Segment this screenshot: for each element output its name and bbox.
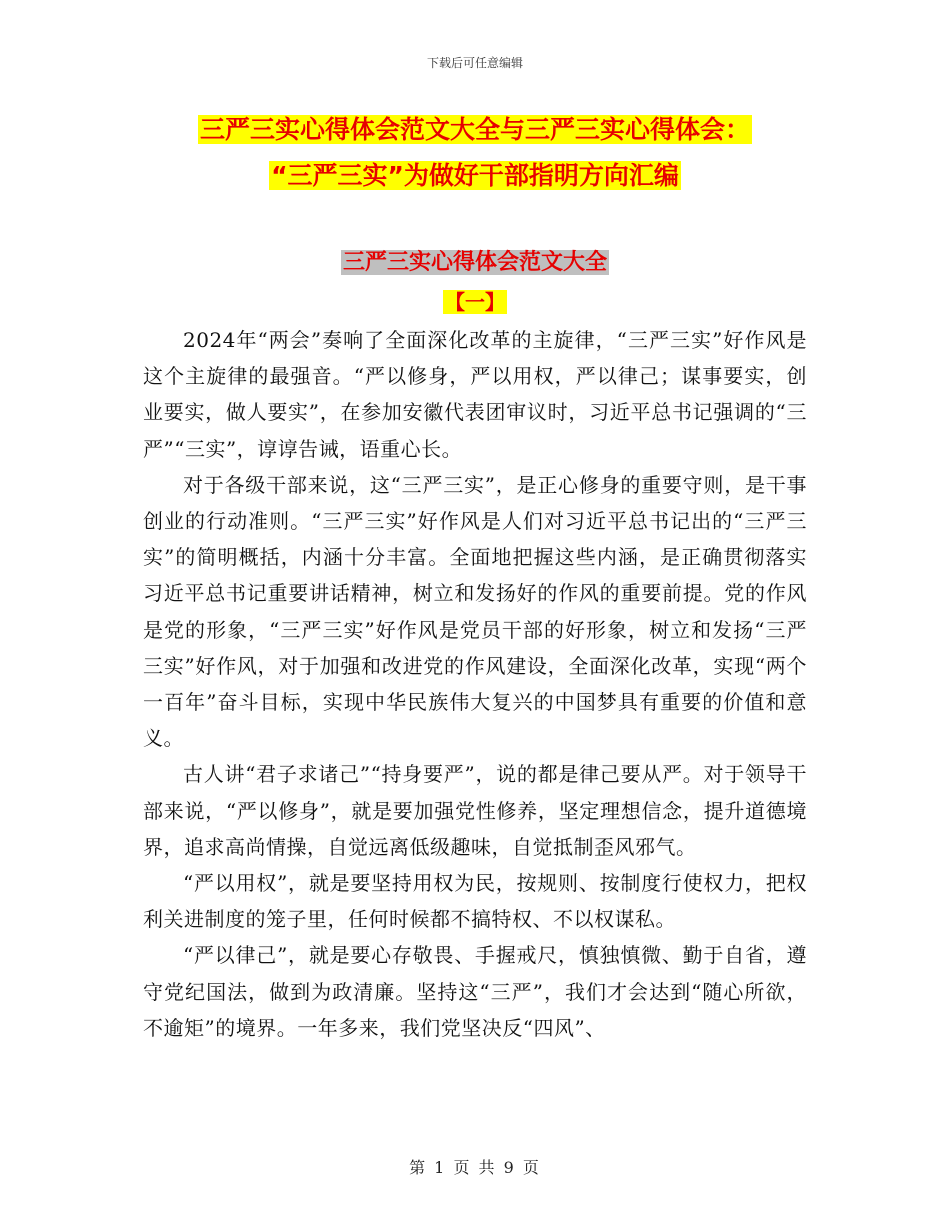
document-title-line-1-text: 三严三实心得体会范文大全与三严三实心得体会： — [199, 115, 750, 144]
section-number-text: 【一】 — [445, 290, 505, 314]
page-header-note: 下载后可任意编辑 — [426, 56, 523, 70]
document-title-line-2-text: “三严三实”为做好干部指明方向汇编 — [271, 161, 679, 190]
paragraph-1: 2024年“两会”奏响了全面深化改革的主旋律，“三严三实”好作风是这个主旋律的最强音。“严以修身，严以用权，严以律己；谋事要实，创业要实，做人要实”，在参加安徽代表团审议时，习近平总书记强调的“三严”“三实”，谆谆告诫，语重心长。 — [143, 328, 807, 461]
page-footer: 第 1 页 共 9 页 — [409, 1158, 541, 1177]
paragraph-5: “严以律己”，就是要心存敬畏、手握戒尺，慎独慎微、勤于自省，遵守党纪国法，做到为政清廉。坚持这“三严”，我们才会达到“随心所欲，不逾矩”的境界。一年多来，我们党坚决反“四风”、 — [143, 943, 807, 1040]
document-title-line-1 — [0, 112, 950, 148]
section-heading-text: 三严三实心得体会范文大全 — [342, 250, 607, 275]
document-title-line-2 — [0, 158, 950, 194]
paragraph-2: 对于各级干部来说，这“三严三实”，是正心修身的重要守则，是干事创业的行动准则。“三严三实”好作风是人们对习近平总书记出的“三严三实”的简明概括，内涵十分丰富。全面地把握这些内涵，是正确贯彻落实习近平总书记重要讲话精神，树立和发扬好的作风的重要前提。党的作风是党的形象，“三严三实”好作风是党员干部的好形象，树立和发扬“三严三实”好作风，对于加强和改进党的作风建设，全面深化改革，实现“两个一百年”奋斗目标，实现中华民族伟大复兴的中国梦具有重要的价值和意义。 — [143, 472, 807, 751]
body-text — [143, 322, 807, 1046]
section-heading — [0, 246, 950, 280]
section-number — [0, 286, 950, 318]
paragraph-3: 古人讲“君子求诸己”“持身要严”，说的都是律己要从严。对于领导干部来说，“严以修身”，就是要加强党性修养，坚定理想信念，提升道德境界，追求高尚情操，自觉远离低级趣味，自觉抵制歪风邪气。 — [143, 762, 807, 859]
paragraph-4: “严以用权”，就是要坚持用权为民，按规则、按制度行使权力，把权利关进制度的笼子里，任何时候都不搞特权、不以权谋私。 — [143, 871, 807, 932]
